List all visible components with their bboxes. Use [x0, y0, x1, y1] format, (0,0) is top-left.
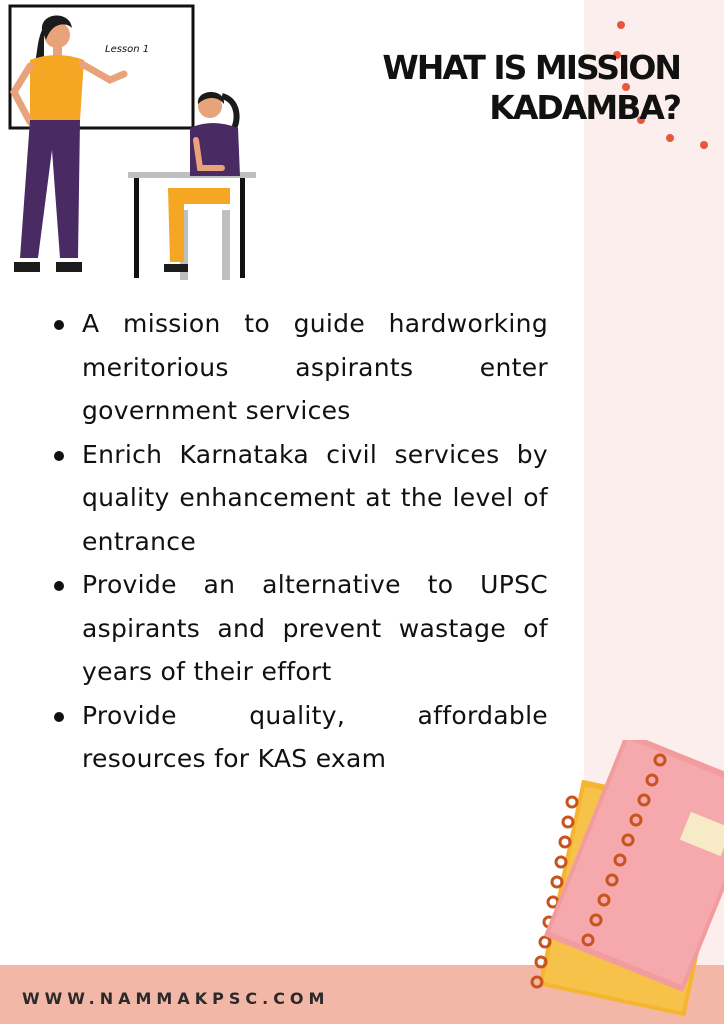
list-item — [52, 694, 548, 781]
bullet-icon — [54, 712, 64, 722]
title-line-1: WHAT IS MISSION — [382, 48, 680, 87]
title-line-2: KADAMBA? — [489, 88, 680, 127]
bullet-text: Provide quality, affordable resources for KAS exam — [82, 700, 548, 773]
board-text: Lesson 1 — [105, 44, 150, 55]
bullet-text: A mission to guide hardworking meritorious aspirants enter government services — [82, 309, 548, 425]
page-title — [382, 48, 680, 128]
bullet-text: Enrich Karnataka civil services by quality enhancement at the level of entrance — [82, 439, 548, 556]
bullet-icon — [54, 581, 64, 591]
mission-bullet-list — [52, 302, 548, 781]
bullet-icon — [54, 451, 64, 461]
bullet-icon — [54, 320, 64, 330]
classroom-illustration — [0, 0, 290, 285]
bullet-text: Provide an alternative to UPSC aspirants and prevent wastage of years of their effort — [82, 570, 548, 686]
website-link[interactable]: WWW.NAMMAKPSC.COM — [22, 989, 330, 1008]
list-item — [52, 563, 548, 694]
list-item — [52, 433, 548, 564]
notebooks-illustration — [520, 740, 724, 1024]
list-item — [52, 302, 548, 433]
